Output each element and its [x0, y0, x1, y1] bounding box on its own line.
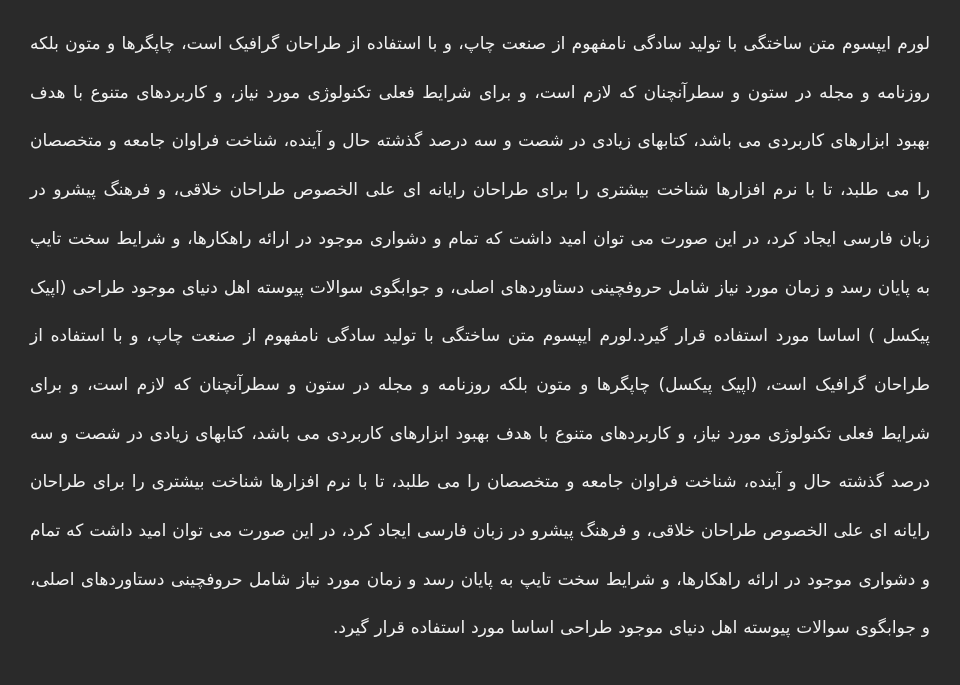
- body-paragraph: لورم ایپسوم متن ساختگی با تولید سادگی نامفهوم از صنعت چاپ، و با استفاده از طراحان گرافیک است، چاپگرها و متون بلکه روزنامه و مجله در ستون و سطرآنچنان که لازم است، و برای شرایط فعلی تکنولوژی مورد نیاز، و کاربردهای متنوع با هدف بهبود ابزارهای کاربردی می باشد، کتابهای زیادی در شصت و سه درصد گذشته حال و آینده، شناخت فراوان جامعه و متخصصان را می طلبد، تا با نرم افزارها شناخت بیشتری را برای طراحان رایانه ای علی الخصوص طراحان خلاقی، و فرهنگ پیشرو در زبان فارسی ایجاد کرد، در این صورت می توان امید داشت که تمام و دشواری موجود در ارائه راهکارها، و شرایط سخت تایپ به پایان رسد و زمان مورد نیاز شامل حروفچینی دستاوردهای اصلی، و جوابگوی سوالات پیوسته اهل دنیای موجود طراحی (اپیک پیکسل ) اساسا مورد استفاده قرار گیرد.لورم ایپسوم متن ساختگی با تولید سادگی نامفهوم از صنعت چاپ، و با استفاده از طراحان گرافیک است، (اپیک پیکسل) چاپگرها و متون بلکه روزنامه و مجله در ستون و سطرآنچنان که لازم است، و برای شرایط فعلی تکنولوژی مورد نیاز، و کاربردهای متنوع با هدف بهبود ابزارهای کاربردی می باشد، کتابهای زیادی در شصت و سه درصد گذشته حال و آینده، شناخت فراوان جامعه و متخصصان را می طلبد، تا با نرم افزارها شناخت بیشتری را برای طراحان رایانه ای علی الخصوص طراحان خلاقی، و فرهنگ پیشرو در زبان فارسی ایجاد کرد، در این صورت می توان امید داشت که تمام و دشواری موجود در ارائه راهکارها، و شرایط سخت تایپ به پایان رسد و زمان مورد نیاز شامل حروفچینی دستاوردهای اصلی، و جوابگوی سوالات پیوسته اهل دنیای موجود طراحی اساسا مورد استفاده قرار گیرد.: [30, 34, 930, 639]
